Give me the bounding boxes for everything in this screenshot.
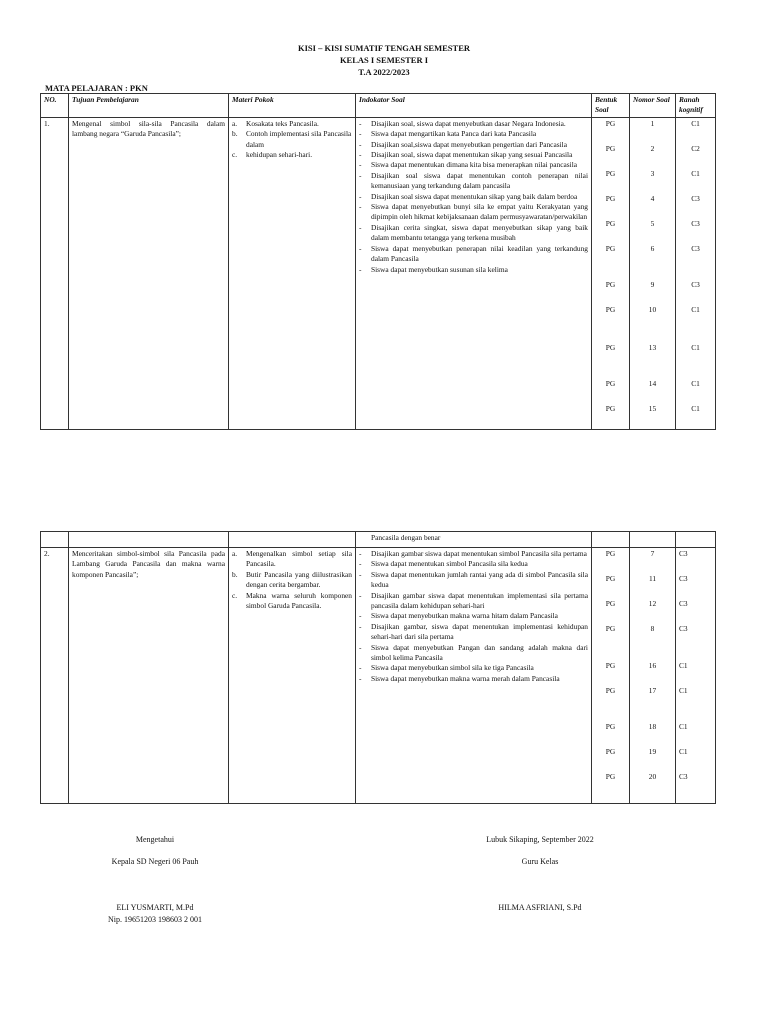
sig-left-line2: Kepala SD Negeri 06 Pauh: [111, 857, 199, 866]
row-number: 2.: [41, 548, 69, 804]
indikator-item: - Siswa dapat menyebutkan simbol sila ke tiga Pancasila: [359, 663, 534, 673]
indikator-item: - Siswa dapat menentukan dimana kita bisa menerapkan nilai pancasila: [359, 160, 578, 170]
document-class: KELAS I SEMESTER I: [339, 55, 429, 65]
materi-cell: [229, 548, 356, 804]
sig-left-nip: Nip. 19651203 198603 2 001: [108, 915, 202, 924]
indikator-item: - Siswa dapat mengartikan kata Panca dari kata Pancasila: [359, 129, 537, 139]
indikator-item: - Siswa dapat menyebutkan makna warna merah dalam Pancasila: [359, 673, 560, 683]
indikator-item: - Disajikan soal, siswa dapat menentukan sikap yang sesuai Pancasila: [359, 150, 573, 160]
col-header-nomor: Nomor Soal: [630, 94, 676, 118]
sig-right-name: HILMA ASFRIANI, S.Pd: [498, 903, 582, 912]
sig-left-name: ELI YUSMARTI, M.Pd: [116, 903, 194, 912]
document-title: KISI – KISI SUMATIF TENGAH SEMESTER: [297, 43, 470, 53]
table-header-row: [41, 94, 716, 118]
document-year: T.A 2022/2023: [358, 67, 410, 77]
materi-item: b. Contoh implementasi sila Pancasila dalam: [232, 129, 352, 149]
bentuk-cell: PG PG PG PG PG PG PG PG PG: [592, 548, 630, 804]
ranah-cell: C1 C2 C1 C3 C3 C3 C3 C1 C1 C1 C1: [676, 117, 716, 429]
indikator-item: - Siswa dapat menyebutkan susunan sila kelima: [359, 264, 508, 274]
col-header-bentuk: Bentuk Soal: [592, 94, 630, 118]
indikator-item: - Disajikan gambar, siswa dapat menentukan implementasi kehidupan sehari-hari dari sila pertama: [359, 621, 588, 642]
kisi-table-part-1: [40, 93, 716, 430]
col-header-materi: Materi Pokok: [229, 94, 356, 118]
indikator-item: - Siswa dapat menentukan jumlah rantai yang ada di simbol Pancasila sila kedua: [359, 569, 588, 590]
continuation-row: [41, 532, 716, 548]
indikator-item: - Disajikan gambar siswa dapat menentukan simbol Pancasila sila pertama: [359, 549, 587, 558]
subject-label: MATA PELAJARAN : PKN: [45, 83, 148, 93]
indikator-item: - Disajikan soal,siswa dapat menyebutkan pengertian dari Pancasila: [359, 139, 567, 149]
indikator-cell: [356, 548, 592, 804]
indikator-item: - Disajikan soal siswa dapat menentukan sikap yang baik dalam berdoa: [359, 191, 578, 201]
sig-right-place-date: Lubuk Sikaping, September 2022: [486, 835, 594, 844]
table-row: [41, 548, 716, 804]
nomor-cell: 1 2 3 4 5 6 9 10 13 14 15: [630, 117, 676, 429]
materi-item: a. Kosakata teks Pancasila.: [232, 118, 319, 128]
tujuan-cell: Mengenal simbol sila-sila Pancasila dalam lambang negara “Garuda Pancasila”;: [69, 117, 229, 429]
tujuan-cell: Menceritakan simbol-simbol sila Pancasila pada Lambang Garuda Pancasila dan makna warna komponen Pancasila”;: [69, 548, 229, 804]
col-header-ranah: Ranah kognitif: [676, 94, 716, 118]
sig-right-role: Guru Kelas: [521, 857, 559, 866]
continuation-text: Pancasila dengan benar: [356, 532, 592, 548]
row-number: 1.: [41, 117, 69, 429]
indikator-item: - Siswa dapat menentukan simbol Pancasila sila kedua: [359, 559, 528, 569]
indikator-item: - Disajikan soal siswa dapat menentukan contoh penerapan nilai kemanusiaan yang terkandung dalam pancasila: [359, 170, 588, 191]
bentuk-cell: PG PG PG PG PG PG PG PG PG PG PG: [592, 117, 630, 429]
indikator-item: - Siswa dapat menyebutkan penerapan nilai keadilan yang terkandung dalam Pancasila: [359, 243, 588, 264]
col-header-tujuan: Tujuan Pembelajaran: [69, 94, 229, 118]
nomor-cell: 7 11 12 8 16 17 18 19 20: [630, 548, 676, 804]
signature-left: [60, 834, 250, 926]
indikator-item: - Siswa dapat menyebutkan makna warna hitam dalam Pancasila: [359, 611, 558, 621]
indikator-cell: [356, 117, 592, 429]
sig-left-line1: Mengetahui: [135, 835, 175, 844]
indikator-item: - Disajikan soal, siswa dapat menyebutkan dasar Negara Indonesia.: [359, 118, 566, 128]
indikator-item: - Disajikan cerita singkat, siswa dapat menyebutkan sikap yang baik dalam membantu tetangga yang terkena musibah: [359, 222, 588, 243]
ranah-cell: C3 C3 C3 C3 C1 C1 C1 C1 C3: [676, 548, 716, 804]
col-header-no: NO.: [41, 94, 69, 118]
indikator-item: - Disajikan gambar siswa dapat menentukan implementasi sila pertama pancasila dalam kehidupan sehari-hari: [359, 590, 588, 611]
materi-item: a. Mengenalkan simbol setiap sila Pancasila.: [232, 549, 352, 569]
signature-right: [440, 834, 640, 914]
materi-cell: [229, 117, 356, 429]
materi-item: c. kehidupan sehari-hari.: [232, 150, 313, 160]
kisi-table-part-2: [40, 531, 716, 804]
materi-item: c. Makna warna seluruh komponen simbol Garuda Pancasila.: [232, 590, 352, 611]
materi-item: b. Butir Pancasila yang diilustrasikan dengan cerita bergambar.: [232, 569, 352, 590]
col-header-indikator: Indokator Soal: [356, 94, 592, 118]
table-row: [41, 117, 716, 429]
indikator-item: - Siswa dapat menyebutkan bunyi sila ke empat yaitu Kerakyatan yang dipimpin oleh hikmat kebijaksanaan dalam permusyawaratan/perwakilan: [359, 202, 588, 222]
indikator-item: - Siswa dapat menyebutkan Pangan dan sandang adalah makna dari simbol kelima Pancasila: [359, 642, 588, 663]
